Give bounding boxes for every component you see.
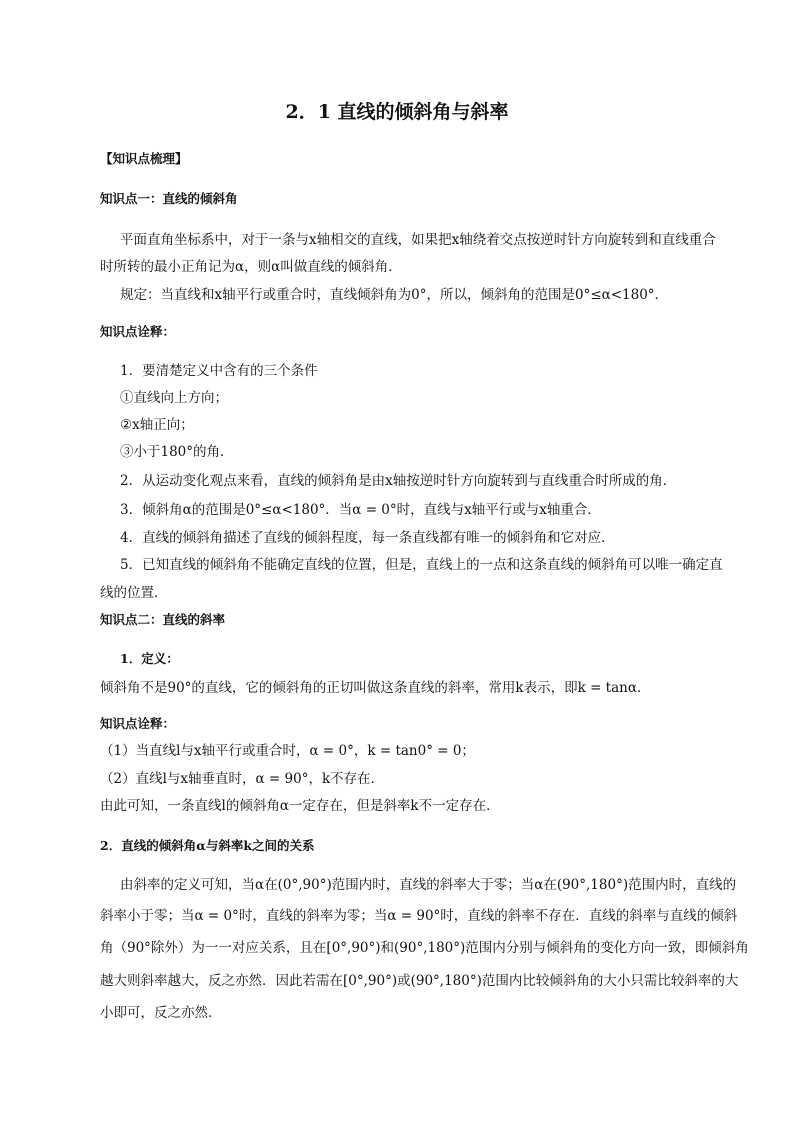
kp1-note-heading: 知识点诠释： — [100, 324, 176, 339]
kp1-paragraph-line: 平面直角坐标系中，对于一条与x轴相交的直线，如果把x轴绕着交点按逆时针方向旋转到和直线重合 — [120, 232, 716, 248]
kp2-relation-line: 由斜率的定义可知，当α在(0°,90°)范围内时，直线的斜率大于零；当α在(90°,180°)范围内时，直线的 — [120, 877, 737, 893]
kp1-note-line: ③小于180°的角． — [120, 444, 234, 460]
kp2-relation-line: 越大则斜率越大，反之亦然．因此若需在[0°,90°)或(90°,180°)范围内比较倾斜角的大小只需比较斜率的大 — [100, 973, 739, 989]
kp1-note-line: 3．倾斜角α的范围是0°≤α<180°．当α = 0°时，直线与x轴平行或与x轴重合． — [120, 502, 601, 518]
kp1-heading: 知识点一：直线的倾斜角 — [100, 191, 238, 206]
kp2-definition-text: 倾斜角不是90°的直线，它的倾斜角的正切叫做这条直线的斜率，常用k表示，即k = tanα． — [100, 680, 651, 696]
kp1-rule: 规定：当直线和x轴平行或重合时，直线倾斜角为0°，所以，倾斜角的范围是0°≤α<180°． — [120, 287, 669, 303]
kp2-note-line: 由此可知，一条直线l的倾斜角α一定存在，但是斜率k不一定存在． — [100, 798, 500, 814]
section-header: 【知识点梳理】 — [100, 151, 188, 166]
kp2-heading: 知识点二：直线的斜率 — [100, 612, 226, 627]
kp2-relation-heading: 2．直线的倾斜角α与斜率k之间的关系 — [100, 838, 315, 853]
kp1-note-line: 2．从运动变化观点来看，直线的倾斜角是由x轴按逆时针方向旋转到与直线重合时所成的角． — [120, 473, 677, 489]
kp2-relation-line: 小即可，反之亦然． — [100, 1005, 222, 1021]
kp2-note-line: （1）当直线l与x轴平行或重合时，α = 0°，k = tan0° = 0； — [100, 743, 475, 759]
kp2-note-heading: 知识点诠释： — [100, 716, 176, 731]
kp2-relation-line: 斜率小于零；当α = 0°时，直线的斜率为零；当α = 90°时，直线的斜率不存在．直线的斜率与直线的倾斜 — [100, 908, 738, 924]
kp2-note-line: （2）直线l与x轴垂直时，α = 90°，k不存在． — [100, 771, 385, 787]
kp1-note-line: 5．已知直线的倾斜角不能确定直线的位置，但是，直线上的一点和这条直线的倾斜角可以唯一确定直 — [120, 557, 723, 573]
kp1-note-line: ②x轴正向； — [120, 417, 194, 433]
page-title: 2．1 直线的倾斜角与斜率 — [285, 101, 509, 123]
kp2-relation-line: 角（90°除外）为一一对应关系，且在[0°,90°)和(90°,180°)范围内分别与倾斜角的变化方向一致，即倾斜角 — [100, 940, 749, 956]
kp1-paragraph-line: 时所转的最小正角记为α，则α叫做直线的倾斜角． — [100, 259, 402, 275]
kp1-note-line: 线的位置． — [100, 585, 168, 601]
kp1-note-line: 1．要清楚定义中含有的三个条件 — [120, 363, 318, 379]
kp1-note-line: ①直线向上方向； — [120, 390, 228, 406]
kp1-note-line: 4．直线的倾斜角描述了直线的倾斜程度，每一条直线都有唯一的倾斜角和它对应． — [120, 530, 615, 546]
kp2-definition-heading: 1．定义： — [120, 651, 179, 666]
